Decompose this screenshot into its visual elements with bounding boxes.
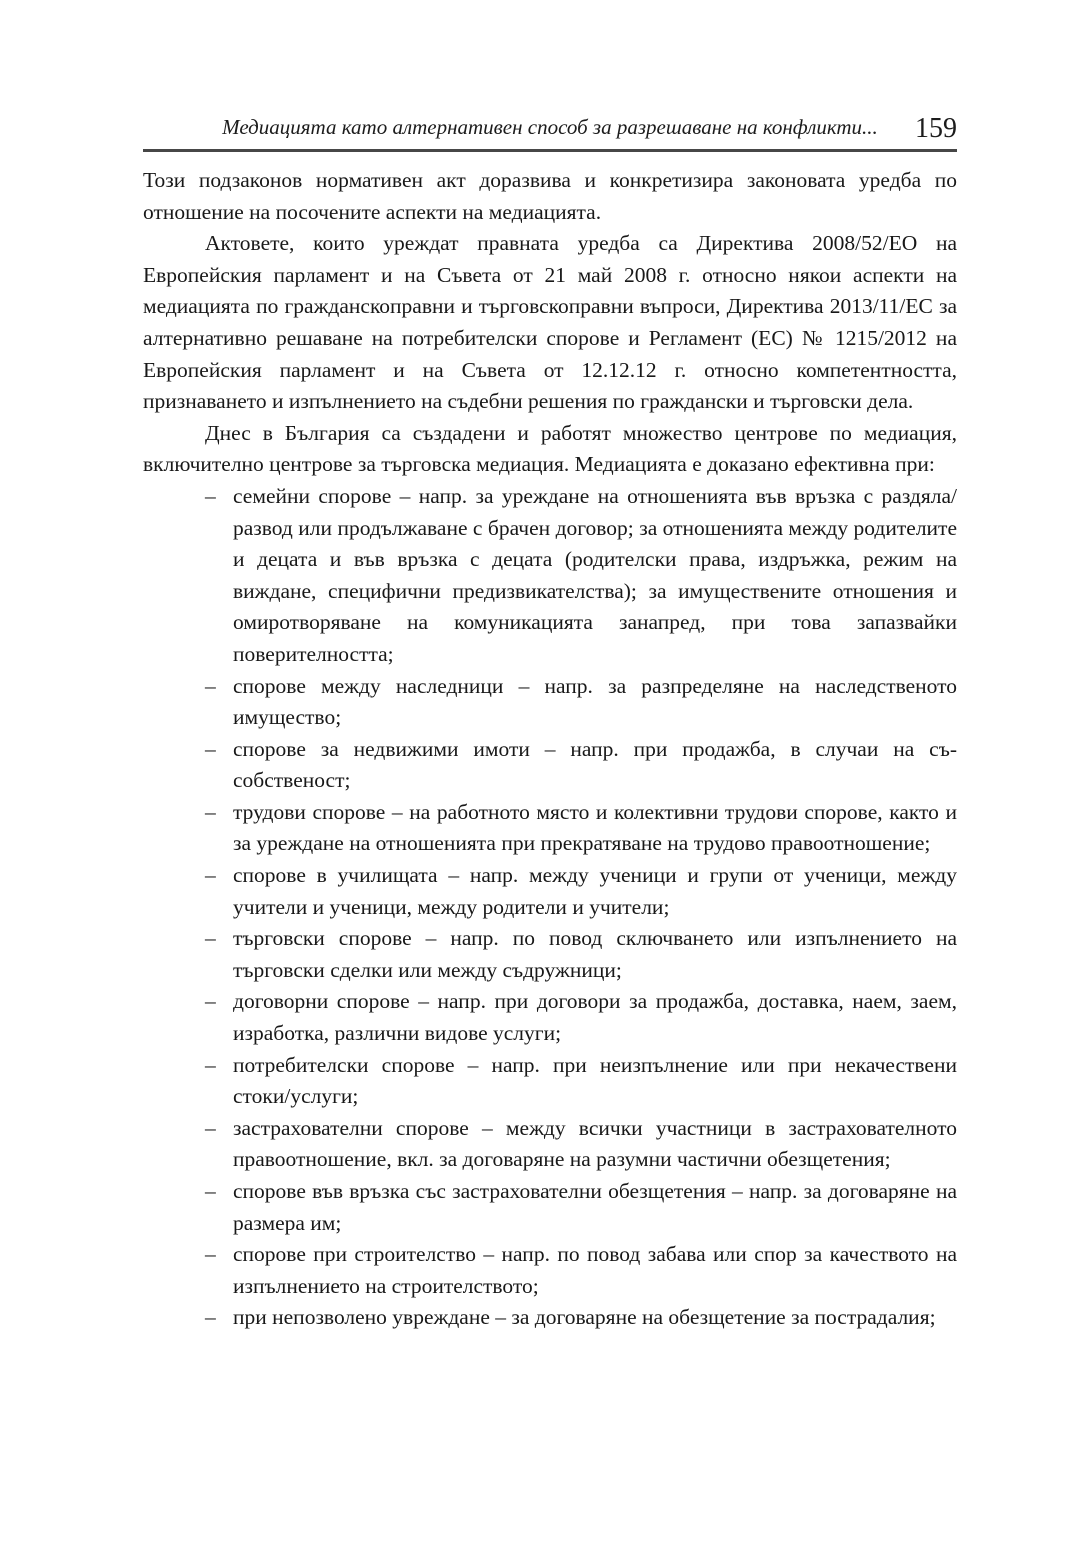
list-item-text: търговски спорове – напр. по повод сключването или изпълнението на търговски сделки или между съдружници; — [233, 926, 957, 982]
list-item — [143, 923, 957, 986]
dash-list — [143, 481, 957, 1334]
list-item — [143, 734, 957, 797]
dash-marker: – — [205, 1052, 216, 1077]
dash-marker: – — [205, 1179, 216, 1203]
header-rule — [143, 149, 957, 152]
list-item-text: семейни спорове – напр. за уреждане на отношенията във връзка с раздяла/развод или продължаване с брачен договор; за отношенията между родителите и децата и във връзка с децата (родителски права, издръжка, режим на виждане, специфични предизвикателства); за имуществените отношения и омиротворяване на комуникацията занапред, при това запазвайки поверителността; — [233, 483, 957, 666]
paragraph: Днес в България са създадени и работят множество центрове по медиация, включително центрове за търговска медиация. Медиацията е доказано ефективна при: — [143, 420, 957, 477]
list-item-text: договорни спорове – напр. при договори за продажба, доставка, наем, заем, изработка, различни видове услуги; — [233, 989, 957, 1046]
dash-marker: – — [205, 673, 216, 698]
list-item — [143, 797, 957, 860]
list-item — [143, 1302, 957, 1334]
list-item-text: спорове за недвижими имоти – напр. при продажба, в случаи на съсобственост; — [233, 736, 957, 793]
list-item-text: спорове в училищата – напр. между ученици и групи от ученици, между учители и ученици, между родители и учители; — [233, 863, 957, 919]
list-item-text: спорове между наследници – напр. за разпределяне на наследственото имущество; — [233, 673, 957, 730]
list-item-text: застрахователни спорове – между всички участници в застрахователното правоотношение, вкл. за договаряне на разумни частични обезщетения; — [233, 1115, 957, 1172]
dash-marker: – — [205, 1305, 216, 1330]
dash-marker: – — [205, 1242, 216, 1267]
page-number: 159 — [901, 114, 957, 144]
body-text — [143, 165, 957, 1334]
page-header — [143, 106, 957, 142]
dash-marker: – — [205, 989, 216, 1014]
list-item — [143, 1113, 957, 1176]
list-item — [143, 481, 957, 671]
list-item-text: трудови спорове – на работното място и колективни трудови спорове, както и за уреждане на отношенията при прекратяване на трудово правоотношение; — [233, 799, 957, 856]
list-item-text: при непозволено увреждане – за договаряне на обезщетение за пострадалия; — [233, 1305, 936, 1330]
dash-marker: – — [205, 799, 216, 824]
dash-marker: – — [205, 1115, 216, 1140]
list-item — [143, 986, 957, 1049]
dash-marker: – — [205, 926, 216, 951]
list-item — [143, 860, 957, 923]
list-item — [143, 671, 957, 734]
running-title: Медиацията като алтернативен способ за разрешаване на конфликти... — [222, 115, 878, 139]
list-item — [143, 1050, 957, 1113]
dash-marker: – — [205, 483, 216, 508]
dash-marker: – — [205, 863, 216, 888]
dash-marker: – — [205, 736, 216, 761]
list-item — [143, 1176, 957, 1239]
page-content — [143, 106, 957, 1334]
paragraph: Актовете, които уреждат правната уредба са Директива 2008/52/ЕО на Европейския парламент и на Съвета от 21 май 2008 г. относно някои аспекти на медиацията по гражданскоправни и търговскоправни въпроси, Директива 2013/11/ЕС за алтернативно решаване на потребителски спорове и Регламент (ЕС) № 1215/2012 на Европейския парламент и на Съвета от 12.12.12 г. относно компетентността, признаването и изпълнението на съдебни решения по граждански и търговски дела. — [143, 231, 957, 414]
list-item-text: спорове във връзка със застрахователни обезщетения – напр. за договаряне на размера им; — [233, 1179, 957, 1235]
paragraph: Този подзаконов нормативен акт доразвива и конкретизира законовата уредба по отношение на посочените аспекти на медиацията. — [143, 168, 957, 224]
list-item-text: потребителски спорове – напр. при неизпълнение или при некачествени стоки/услуги; — [233, 1052, 957, 1109]
list-item-text: спорове при строителство – напр. по повод забава или спор за качеството на изпълнението на строителството; — [233, 1242, 957, 1298]
list-item — [143, 1239, 957, 1302]
